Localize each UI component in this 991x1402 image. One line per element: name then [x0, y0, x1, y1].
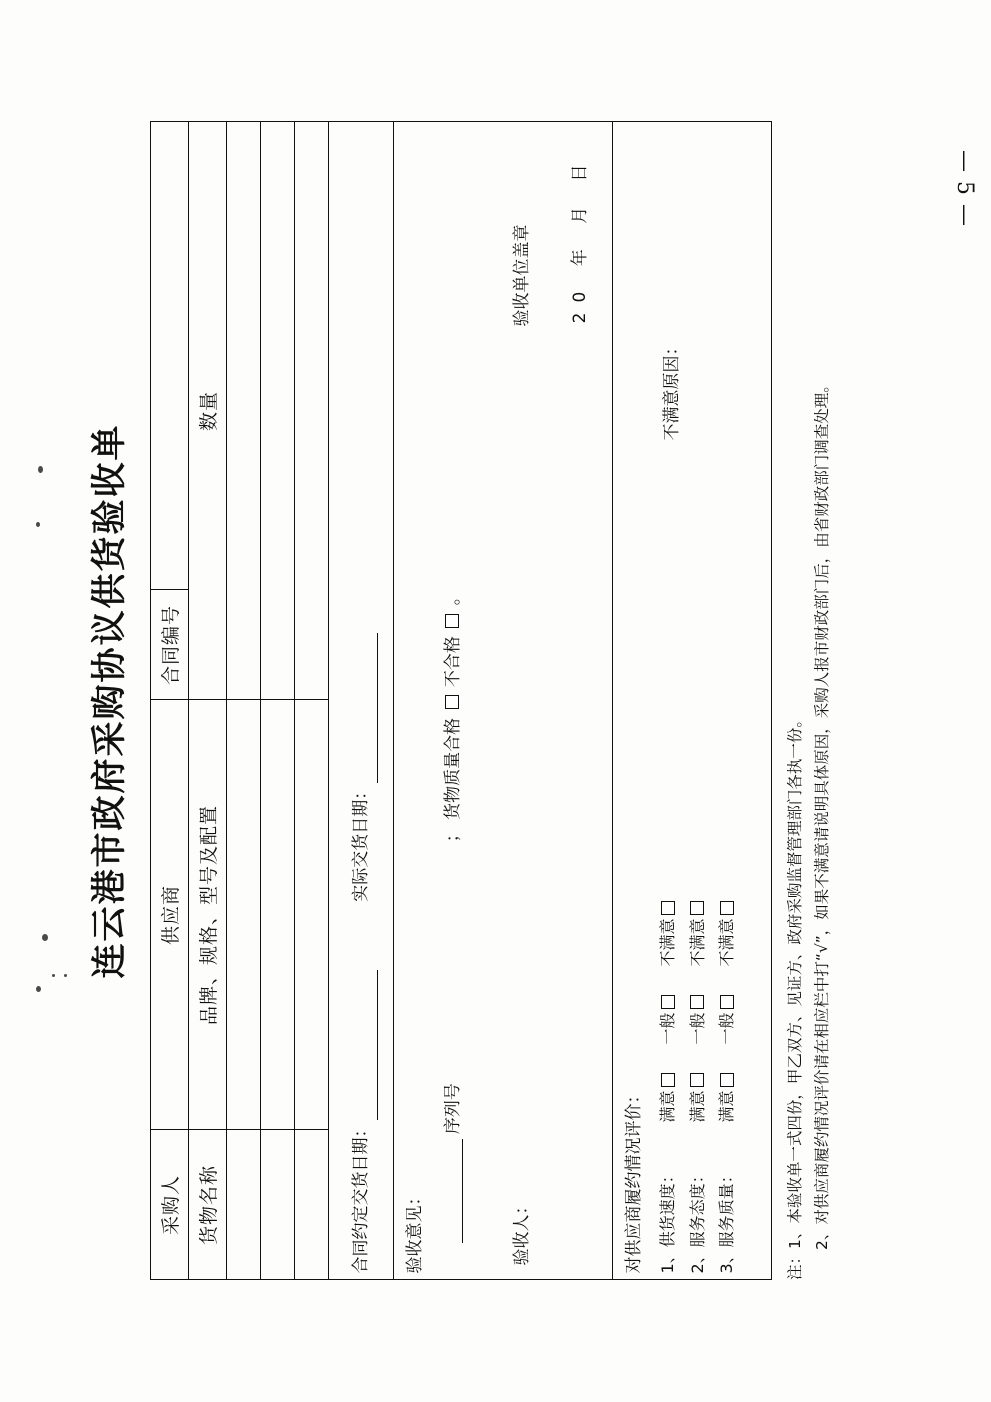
contract-no-label: 合同编号: [150, 590, 188, 700]
evaluation-item-label: 2、服务态度：: [687, 1167, 707, 1274]
acceptor-label: 验收人：: [511, 1197, 532, 1266]
scan-speck: [36, 522, 40, 527]
evaluation-checkbox-satisfied[interactable]: [719, 1073, 733, 1087]
evaluation-item-service-quality: [712, 898, 742, 1273]
page-number: — 5 —: [952, 150, 977, 227]
contract-no-value[interactable]: [150, 122, 188, 590]
table-row-evaluation: [612, 122, 771, 1280]
cell-quantity[interactable]: [226, 122, 260, 700]
form-sheet: [56, 86, 936, 1316]
cell-brand-spec-model[interactable]: [226, 700, 260, 1130]
table-row: [294, 122, 328, 1280]
evaluation-checkbox-dissatisfied[interactable]: [660, 901, 674, 915]
serial-number-label: 序列号: [442, 1083, 463, 1135]
actual-delivery-date-input[interactable]: [360, 633, 378, 783]
quality-unqualified-label: 不合格: [442, 636, 463, 688]
cell-quantity[interactable]: [294, 122, 328, 700]
column-goods-name: 货物名称: [188, 1130, 226, 1280]
serial-number-input[interactable]: [445, 1140, 463, 1244]
column-brand-spec-model: 品牌、规格、型号及配置: [188, 700, 226, 1130]
contract-delivery-date-label: 合同约定交货日期：: [350, 1120, 371, 1274]
evaluation-checkbox-dissatisfied[interactable]: [719, 901, 733, 915]
page-title: 连云港市政府采购协议供货验收单: [88, 423, 130, 979]
contract-delivery-date-input[interactable]: [360, 971, 378, 1121]
table-row-acceptance-opinion: [393, 122, 612, 1280]
quality-suffix: 。: [442, 588, 463, 606]
evaluation-option-label: 不满意: [687, 918, 707, 967]
evaluation-option-label: 满意: [687, 1090, 707, 1123]
evaluation-item-delivery-speed: [653, 898, 683, 1273]
cell-goods-name[interactable]: [226, 1130, 260, 1280]
quality-prefix: 货物质量合格: [442, 717, 463, 820]
buyer-label: 采购人: [150, 1130, 188, 1280]
cell-goods-name[interactable]: [294, 1130, 328, 1280]
evaluation-checkbox-satisfied[interactable]: [690, 1073, 704, 1087]
acceptance-opinion-label: 验收意见：: [404, 1188, 425, 1274]
quality-unqualified-checkbox[interactable]: [445, 614, 459, 628]
table-row-column-headers: [188, 122, 226, 1280]
scan-speck: [38, 466, 43, 473]
note-item-2: 2、对供应商履约情况评价请在相应栏中打“√”，如果不满意请说明具体原因，采购人报市财政部门后，由省财政部门调查处理。: [812, 377, 831, 1250]
evaluation-option-label: 满意: [716, 1090, 736, 1123]
cell-brand-spec-model[interactable]: [260, 700, 294, 1130]
scan-speck: [36, 986, 41, 992]
evaluation-item-service-attitude: [682, 898, 712, 1273]
supplier-label: 供应商: [150, 700, 188, 1130]
evaluation-option-label: 一般: [687, 1012, 707, 1045]
table-row-header-parties: [150, 122, 188, 1280]
notes-heading: 注：: [785, 1248, 804, 1280]
evaluation-checkbox-average[interactable]: [690, 995, 704, 1009]
evaluation-checkbox-satisfied[interactable]: [660, 1073, 674, 1087]
scan-speck: [42, 934, 48, 941]
cell-goods-name[interactable]: [260, 1130, 294, 1280]
evaluation-options-list: [653, 898, 742, 1273]
cell-quantity[interactable]: [260, 122, 294, 700]
cell-brand-spec-model[interactable]: [294, 700, 328, 1130]
table-row-delivery-dates: [328, 122, 393, 1280]
table-row: [226, 122, 260, 1280]
evaluation-item-label: 3、服务质量：: [716, 1167, 736, 1274]
table-row: [260, 122, 294, 1280]
serial-suffix: ；: [442, 825, 463, 843]
column-quantity: 数量: [188, 122, 226, 700]
acceptance-form-table: [150, 122, 772, 1281]
evaluation-option-label: 一般: [657, 1012, 677, 1045]
acceptance-unit-seal-label: 验收单位盖章: [511, 224, 532, 327]
evaluation-option-label: 不满意: [716, 918, 736, 967]
acceptance-date-line[interactable]: 20 年 月 日: [569, 154, 590, 324]
notes-block: [782, 122, 836, 1280]
acceptance-serial-line: [438, 129, 463, 1244]
evaluation-checkbox-average[interactable]: [660, 995, 674, 1009]
evaluation-checkbox-average[interactable]: [719, 995, 733, 1009]
quality-qualified-checkbox[interactable]: [445, 695, 459, 709]
evaluation-checkbox-dissatisfied[interactable]: [690, 901, 704, 915]
evaluation-option-label: 一般: [716, 1012, 736, 1045]
evaluation-option-label: 满意: [657, 1090, 677, 1123]
document-title-row: [64, 116, 150, 1286]
evaluation-item-label: 1、供货速度：: [657, 1167, 677, 1274]
actual-delivery-date-label: 实际交货日期：: [350, 782, 371, 902]
dissatisfied-reason-label: 不满意原因：: [661, 338, 682, 441]
evaluation-option-label: 不满意: [657, 918, 677, 967]
note-item-1: 注：1、本验收单一式四份，甲乙双方、见证方、政府采购监督管理部门各执一份。: [785, 712, 804, 1280]
scan-speck: [52, 974, 55, 977]
evaluation-title: 对供应商履约情况评价：: [623, 1086, 644, 1274]
